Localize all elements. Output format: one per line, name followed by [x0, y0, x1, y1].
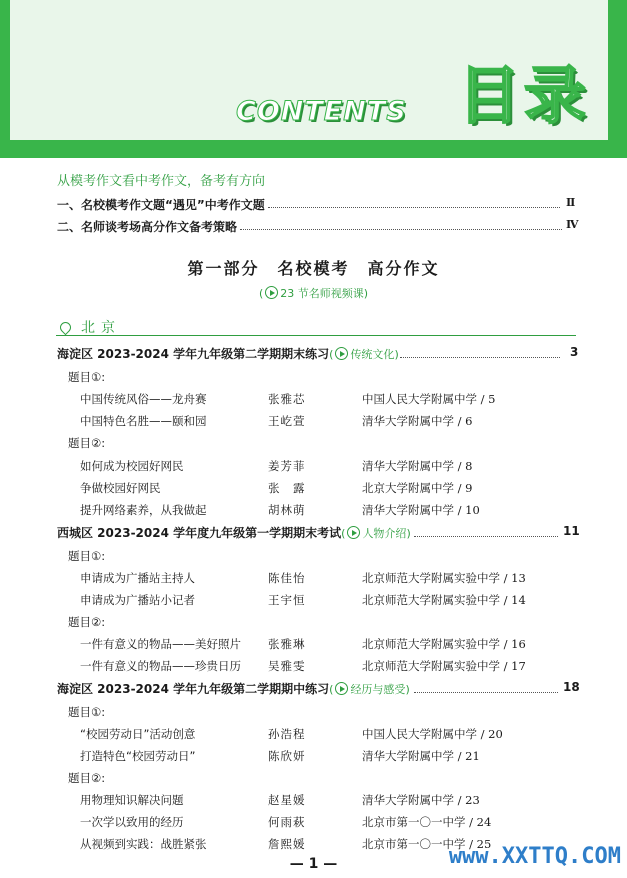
- essay-school-page: 北京师范大学附属实验中学 / 16: [362, 637, 526, 651]
- essay-school-page: 北京市第一〇一中学 / 24: [362, 815, 492, 829]
- intro-title: 从模考作文看中考作文，备考有方向: [57, 174, 266, 189]
- topic-label: 题目②:: [68, 436, 106, 450]
- essay-title[interactable]: 打造特色“校园劳动日”: [80, 749, 196, 763]
- part-title: 第一部分 名校模考 高分作文: [187, 259, 440, 278]
- region-name: 北京: [81, 320, 121, 336]
- contents-label: CONTENTS: [236, 96, 407, 127]
- header-banner: [0, 0, 627, 158]
- intro-item-1[interactable]: 一、名校模考作文题“遇见”中考作文题: [57, 198, 265, 212]
- exam-entry[interactable]: 海淀区 2023-2024 学年九年级第二学期期中练习( 经历与感受): [57, 682, 410, 696]
- essay-title[interactable]: 申请成为广播站小记者: [80, 593, 195, 607]
- essay-title[interactable]: 中国特色名胜——颐和园: [80, 414, 207, 428]
- exam-entry[interactable]: 西城区 2023-2024 学年度九年级第一学期期末考试( 人物介绍): [57, 526, 411, 540]
- intro-item-1-page: Ⅱ: [566, 196, 576, 209]
- essay-school-page: 清华大学附属中学 / 10: [362, 503, 480, 517]
- video-note-text: 23 节名师视频课: [280, 287, 364, 300]
- intro-item-2[interactable]: 二、名师谈考场高分作文备考策略: [57, 220, 238, 234]
- dot-leader: [400, 357, 560, 358]
- essay-school-page: 北京师范大学附属实验中学 / 13: [362, 571, 526, 585]
- play-icon: [347, 526, 360, 539]
- exam-tag: 经历与感受: [350, 683, 406, 696]
- essay-author: 张 露: [268, 481, 306, 495]
- exam-page: 18: [563, 680, 580, 694]
- exam-page: 11: [563, 524, 580, 538]
- page-number: — 1 —: [289, 856, 338, 872]
- essay-title[interactable]: 提升网络素养，从我做起: [80, 503, 207, 517]
- toc-title: 目录: [458, 59, 591, 132]
- topic-label: 题目②:: [68, 615, 106, 629]
- video-note: ( 23 节名师视频课): [258, 287, 369, 300]
- play-icon: [335, 682, 348, 695]
- exam-tag: 人物介绍: [362, 527, 407, 540]
- exam-title: 海淀区 2023-2024 学年九年级第二学期期中练习: [57, 682, 330, 696]
- essay-author: 王屹萱: [268, 414, 306, 428]
- essay-author: 姜芳菲: [268, 459, 306, 473]
- essay-author: 何雨萩: [268, 815, 306, 829]
- exam-entry[interactable]: 海淀区 2023-2024 学年九年级第二学期期末练习( 传统文化): [57, 347, 399, 361]
- essay-title[interactable]: 争做校园好网民: [80, 481, 161, 495]
- toc-body: [0, 158, 627, 878]
- essay-school-page: 北京大学附属中学 / 9: [362, 481, 473, 495]
- essay-title[interactable]: 中国传统风俗——龙舟赛: [80, 392, 207, 406]
- essay-title[interactable]: 申请成为广播站主持人: [80, 571, 195, 585]
- essay-school-page: 中国人民大学附属中学 / 5: [362, 392, 496, 406]
- essay-school-page: 清华大学附属中学 / 8: [362, 459, 473, 473]
- topic-label: 题目①:: [68, 705, 106, 719]
- topic-label: 题目②:: [68, 771, 106, 785]
- essay-title[interactable]: “校园劳动日”活动创意: [80, 727, 196, 741]
- intro-item-2-page: Ⅳ: [566, 218, 579, 231]
- dot-leader: [414, 536, 558, 537]
- essay-school-page: 清华大学附属中学 / 21: [362, 749, 480, 763]
- essay-author: 孙浩程: [268, 727, 306, 741]
- watermark: www.XXTTQ.COM: [448, 844, 621, 869]
- exam-tag: 传统文化: [350, 348, 395, 361]
- essay-author: 陈欣妍: [268, 749, 306, 763]
- exam-title: 西城区 2023-2024 学年度九年级第一学期期末考试: [57, 526, 342, 540]
- essay-author: 王宇恒: [268, 593, 306, 607]
- region-heading: [60, 317, 121, 337]
- essay-title[interactable]: 一次学以致用的经历: [80, 815, 184, 829]
- essay-school-page: 中国人民大学附属中学 / 20: [362, 727, 503, 741]
- essay-school-page: 清华大学附属中学 / 23: [362, 793, 480, 807]
- play-icon: [265, 286, 278, 299]
- essay-author: 吴雅雯: [268, 659, 306, 673]
- essay-author: 陈佳怡: [268, 571, 306, 585]
- essay-author: 胡林萌: [268, 503, 306, 517]
- dot-leader: [414, 692, 558, 693]
- essay-title[interactable]: 从视频到实践：战胜紧张: [80, 837, 207, 851]
- essay-title[interactable]: 用物理知识解决问题: [80, 793, 184, 807]
- essay-school-page: 北京师范大学附属实验中学 / 17: [362, 659, 526, 673]
- essay-school-page: 清华大学附属中学 / 6: [362, 414, 473, 428]
- exam-title: 海淀区 2023-2024 学年九年级第二学期期末练习: [57, 347, 330, 361]
- essay-author: 赵星媛: [268, 793, 306, 807]
- essay-title[interactable]: 一件有意义的物品——美好照片: [80, 637, 241, 651]
- essay-title[interactable]: 如何成为校园好网民: [80, 459, 184, 473]
- essay-author: 张雅琳: [268, 637, 306, 651]
- essay-school-page: 北京师范大学附属实验中学 / 14: [362, 593, 526, 607]
- essay-title[interactable]: 一件有意义的物品——珍贵日历: [80, 659, 241, 673]
- play-icon: [335, 347, 348, 360]
- region-divider: [56, 335, 576, 336]
- topic-label: 题目①:: [68, 370, 106, 384]
- exam-page: 3: [570, 345, 579, 359]
- location-pin-icon: [58, 320, 74, 336]
- dot-leader: [268, 207, 560, 208]
- essay-author: 张雅芯: [268, 392, 306, 406]
- dot-leader: [240, 229, 562, 230]
- essay-author: 詹熙媛: [268, 837, 306, 851]
- essay-school-page: 北京市第一〇一中学 / 25: [362, 837, 492, 851]
- topic-label: 题目①:: [68, 549, 106, 563]
